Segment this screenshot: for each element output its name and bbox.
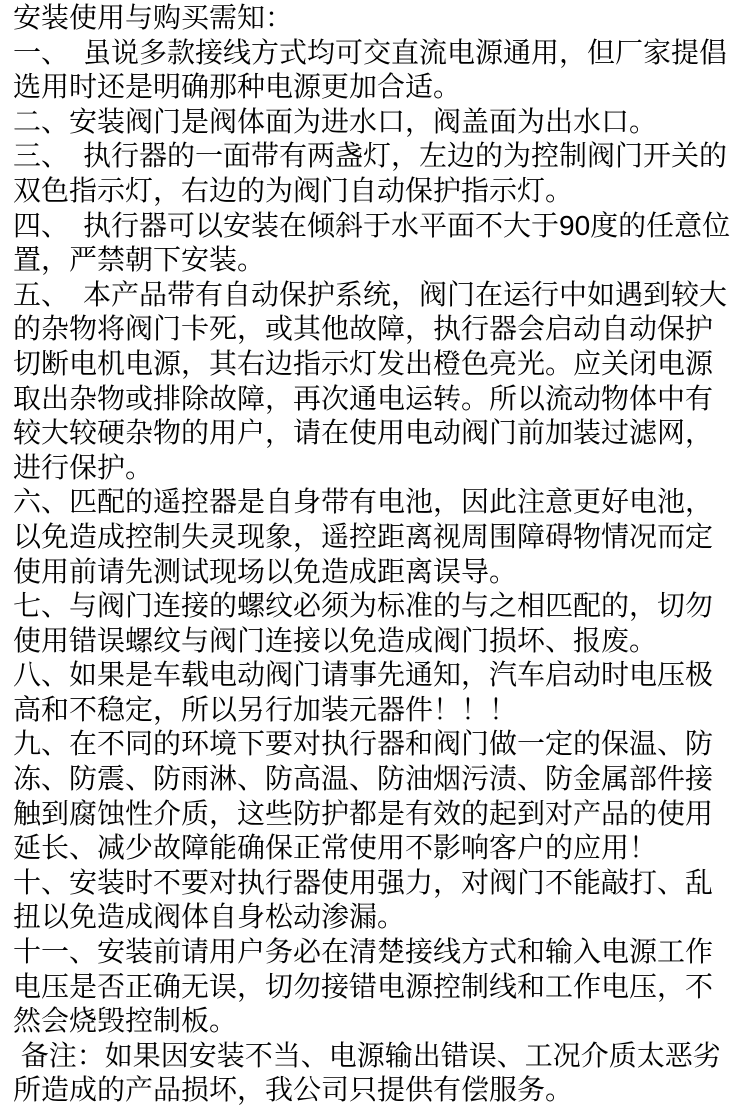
text-line: 置，严禁朝下安装。 <box>13 244 266 276</box>
text-line: 进行保护。 <box>13 451 154 483</box>
text-line: 六、匹配的遥控器是自身带有电池，因此注意更好电池， <box>13 486 714 518</box>
text-line: 切断电机电源，其右边指示灯发出橙色亮光。应关闭电源 <box>13 347 714 379</box>
text-line: 取出杂物或排除故障，再次通电运转。所以流动物体中有 <box>13 382 714 414</box>
text-line: 延长、减少故障能确保正常使用不影响客户的应用！ <box>13 832 658 864</box>
text-line: 然会烧毁控制板。 <box>13 1005 238 1037</box>
text-line: 备注：如果因安装不当、电源输出错误、工况介质太恶劣 <box>13 1039 721 1071</box>
text-line: 较大较硬杂物的用户，请在使用电动阀门前加装过滤网， <box>13 417 714 449</box>
document-heading: 安装使用与购买需知： <box>13 2 294 33</box>
text-line: 十一、安装前请用户务必在清楚接线方式和输入电源工作 <box>13 936 714 968</box>
text-line: 选用时还是明确那种电源更加合适。 <box>13 71 462 103</box>
text-line: 一、 虽说多款接线方式均可交直流电源通用，但厂家提倡 <box>13 36 728 68</box>
text-line: 的杂物将阀门卡死，或其他故障，执行器会启动自动保护 <box>13 313 714 345</box>
text-line: 使用错误螺纹与阀门连接以免造成阀门损坏、报废。 <box>13 624 658 656</box>
text-line: 八、如果是车载电动阀门请事先通知，汽车启动时电压极 <box>13 659 714 691</box>
text-line: 七、与阀门连接的螺纹必须为标准的与之相匹配的，切勿 <box>13 590 714 622</box>
text-line: 双色指示灯，右边的为阀门自动保护指示灯。 <box>13 174 574 206</box>
text-line: 九、在不同的环境下要对执行器和阀门做一定的保温、防 <box>13 728 714 760</box>
text-line: 使用前请先测试现场以免造成距离误导。 <box>13 555 518 587</box>
text-line: 五、 本产品带有自动保护系统，阀门在运行中如遇到较大 <box>13 278 728 310</box>
text-line: 扭以免造成阀体自身松动渗漏。 <box>13 901 406 933</box>
text-line: 三、 执行器的一面带有两盏灯，左边的为控制阀门开关的 <box>13 140 728 172</box>
text-line: 所造成的产品损坏，我公司只提供有偿服务。 <box>13 1074 574 1106</box>
text-line: 以免造成控制失灵现象，遥控距离视周围障碍物情况而定 <box>13 520 714 552</box>
text-line: 高和不稳定，所以另行加装元器件！！！ <box>13 693 518 725</box>
text-line: 二、安装阀门是阀体面为进水口，阀盖面为出水口。 <box>13 105 658 137</box>
text-line: 触到腐蚀性介质，这些防护都是有效的起到对产品的使用 <box>13 797 714 829</box>
text-line: 十、安装时不要对执行器使用强力，对阀门不能敲打、乱 <box>13 866 714 898</box>
text-line: 四、 执行器可以安装在倾斜于水平面不大于90度的任意位 <box>13 209 731 241</box>
text-line: 冻、防震、防雨淋、防高温、防油烟污渍、防金属部件接 <box>13 763 714 795</box>
text-line: 电压是否正确无误，切勿接错电源控制线和工作电压，不 <box>13 970 714 1002</box>
